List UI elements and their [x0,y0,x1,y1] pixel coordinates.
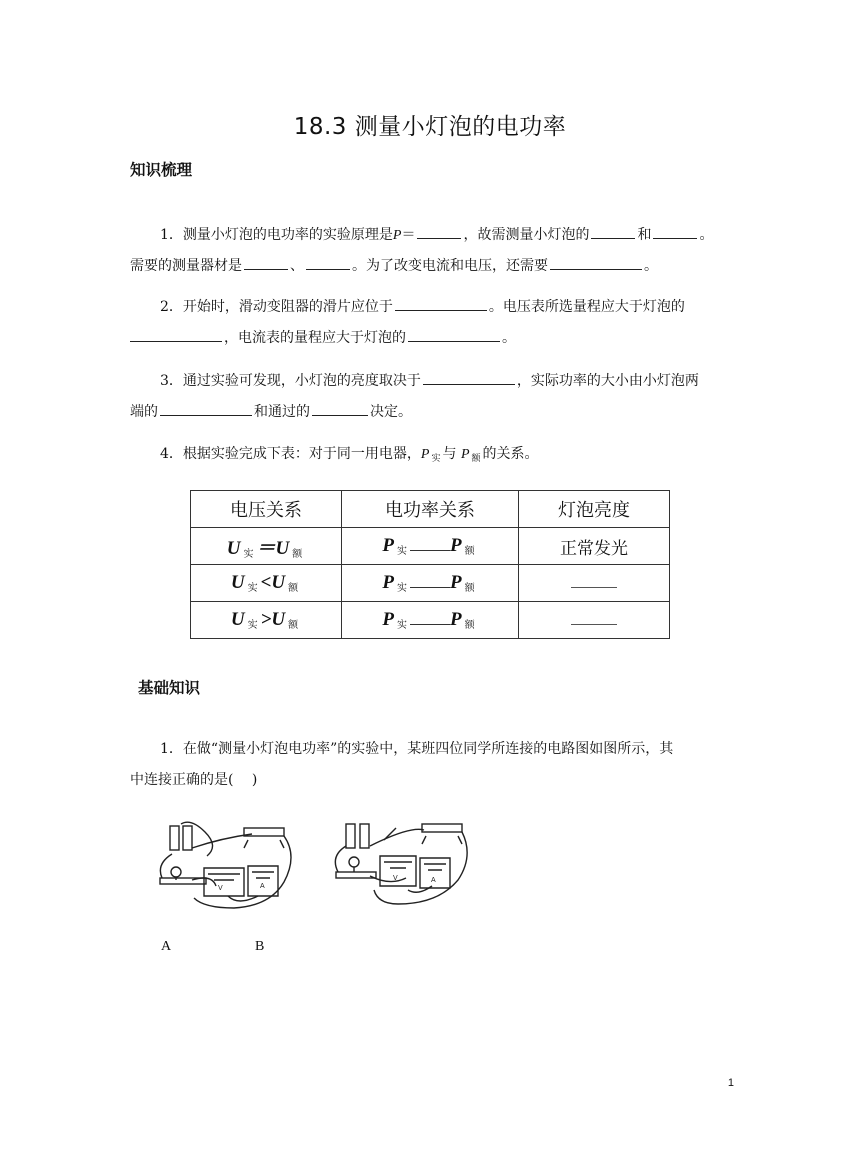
table-header-row [191,491,670,528]
brightness-cell [519,602,670,639]
power-relation-cell: P 实 P 额 [342,528,519,565]
answer-blank[interactable] [130,327,222,342]
answer-blank[interactable] [591,224,635,239]
figure-label-b: B [255,939,265,954]
svg-text:V: V [393,875,398,882]
voltage-relation-cell: U 实 ＝U 额 [191,528,342,565]
answer-blank[interactable] [395,296,487,311]
section-heading-review: 知识梳理 [130,161,193,179]
table-row [191,602,670,639]
svg-text:V: V [218,885,223,892]
svg-text:A: A [431,877,436,884]
table-row [191,565,670,602]
answer-blank[interactable] [410,540,450,551]
page-number: 1 [727,1077,734,1089]
circuit-figure-a [156,818,296,914]
column-header: 电功率关系 [342,491,519,528]
battery-cell [170,826,179,850]
section-heading-basics: 基础知识 [138,679,201,697]
question-3: 3．通过实验可发现，小灯泡的亮度取决于 ，实际功率的大小由小灯泡两 端的 和通过的 决定。 [130,366,730,428]
battery-cell [346,824,355,848]
basic-question-1: 1．在做“测量小灯泡电功率”的实验中，某班四位同学所连接的电路图如图所示，其 中连接正确的是( ) [130,741,674,788]
answer-blank[interactable] [571,579,617,588]
answer-blank[interactable] [312,401,368,416]
voltage-relation-cell: U 实 <U 额 [191,565,342,602]
brightness-cell [519,565,670,602]
lamp-base [336,872,376,878]
answer-blank[interactable] [306,255,350,270]
lamp-bulb [349,857,359,867]
answer-blank[interactable] [160,401,252,416]
answer-blank[interactable] [244,255,288,270]
battery-cell [183,826,192,850]
battery-cell [360,824,369,848]
svg-text:A: A [260,883,265,890]
answer-blank[interactable] [423,370,515,385]
answer-blank[interactable] [410,614,450,625]
brightness-cell: 正常发光 [519,528,670,565]
answer-blank[interactable] [550,255,642,270]
voltage-relation-cell: U 实 >U 额 [191,602,342,639]
figure-label-a: A [161,939,172,954]
rheostat [422,824,462,832]
answer-blank[interactable] [653,224,697,239]
answer-blank[interactable] [417,224,461,239]
answer-blank[interactable] [410,577,450,588]
power-relation-table [190,490,670,639]
question-4: 4．根据实验完成下表：对于同一用电器，P $_实$ 与 P $_额$ 的关系。 [160,446,539,464]
question-1: 1．测量小灯泡的电功率的实验原理是P＝ ，故需测量小灯泡的 和 。 需要的测量器材是 、 。为了改变电流和电压，还需要 。 [130,220,730,282]
power-relation-cell: P 实 P 额 [342,602,519,639]
page-title: 18.3 测量小灯泡的电功率 [293,114,567,140]
answer-blank[interactable] [571,616,617,625]
column-header: 灯泡亮度 [519,491,670,528]
power-relation-cell: P 实 P 额 [342,565,519,602]
question-2: 2．开始时，滑动变阻器的滑片应位于 。电压表所选量程应大于灯泡的 ，电流表的量程应大于灯泡的 。 [130,292,730,354]
lamp-bulb [171,867,181,877]
circuit-figure-b [330,818,470,910]
column-header: 电压关系 [191,491,342,528]
table-row [191,528,670,565]
answer-blank[interactable] [408,327,500,342]
